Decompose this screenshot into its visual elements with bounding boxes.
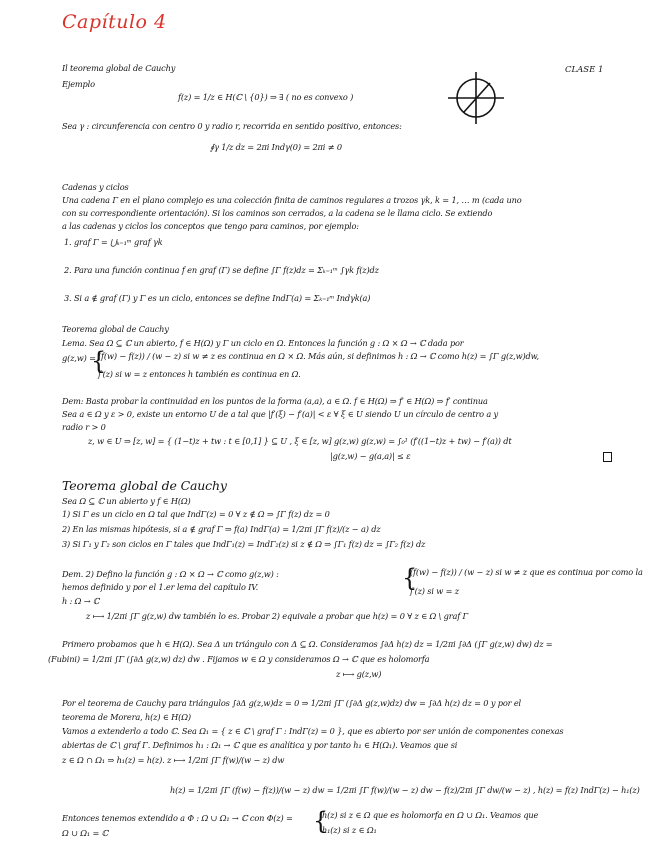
- note-line-l21: z, w ∈ U ⇒ [z, w] = { (1−t)z + tw : t ∈ [0,1] } ⊆ U , ξ ∈ [z, w] g(z,w) g(z,w) = ∫₀¹ (f′((1−t)z + tw) − f′(a)) dt: [88, 436, 512, 446]
- note-line-l36: z ⟼ g(z,w): [336, 669, 382, 679]
- brace-lemma: {: [91, 347, 107, 375]
- note-line-l09: a las cadenas y ciclos los conceptos que tengo para caminos, por ejemplo:: [62, 221, 359, 231]
- note-line-l35: (Fubini) = 1/2πi ∫Γ (∫∂Δ g(z,w) dz) dw . Fijamos w ∈ Ω y consideramos Ω → ℂ que es holomorfa: [48, 654, 430, 664]
- note-line-l15: g(z,w) =: [62, 353, 96, 363]
- note-line-l38: teorema de Morera, h(z) ∈ H(Ω): [62, 712, 191, 722]
- note-line-l02: Ejemplo: [62, 79, 95, 89]
- class-label: CLASE 1: [565, 65, 604, 75]
- note-line-l28: Dem. 2) Defino la función g : Ω × Ω → ℂ como g(z,w) :: [62, 569, 279, 579]
- note-line-l14: Lema. Sea Ω ⊆ ℂ un abierto, f ∈ H(Ω) y Γ un ciclo en Ω. Entonces la función g : Ω × Ω → ℂ dada por: [62, 338, 464, 348]
- note-line-l40: abiertas de ℂ \ graf Γ. Definimos h₁ : Ω₁ → ℂ que es analítica y por tanto h₁ ∈ H(Ω₁). Veamos que si: [62, 740, 458, 750]
- note-line-l43: Entonces tenemos extendido a Φ : Ω ∪ Ω₁ → ℂ con Φ(z) =: [62, 813, 293, 823]
- chapter-title: Capítulo 4: [62, 11, 167, 33]
- note-line-l29: (f(w) − f(z)) / (w − z) si w ≠ z que es continua por como la: [410, 567, 643, 577]
- brace-dem: {: [402, 564, 418, 592]
- note-line-l30: f′(z) si w = z: [410, 586, 459, 596]
- chapter-underline: [62, 34, 212, 40]
- note-line-l11: 2. Para una función continua f en graf (Γ) se define ∫Γ f(z)dz = Σₖ₌₁ᵐ ∫γk f(z)dz: [64, 265, 379, 275]
- note-line-l08: con su correspondiente orientación). Si los caminos son cerrados, a la cadena se le llama ciclo. Se extiendo: [62, 208, 493, 218]
- note-line-l25: 1) Si Γ es un ciclo en Ω tal que IndΓ(z) = 0 ∀ z ∉ Ω ⇒ ∫Γ f(z) dz = 0: [62, 509, 330, 519]
- note-line-l04: Sea γ : circunferencia con centro 0 y radio r, recorrida en sentido positivo, entonces:: [62, 121, 402, 131]
- note-line-l18: Dem: Basta probar la continuidad en los puntos de la forma (a,a), a ∈ Ω. f ∈ H(Ω) ⇒ f′ ∈ H(Ω) ⇒ f′ continua: [62, 396, 488, 406]
- note-line-l44: h(z) si z ∈ Ω que es holomorfa en Ω ∪ Ω₁. Veamos que: [322, 810, 539, 820]
- brace-phi: {: [313, 807, 329, 835]
- note-line-l16: (f(w) − f(z)) / (w − z) si w ≠ z es continua en Ω × Ω. Más aún, si definimos h : Ω → ℂ como h(z) = ∫Γ g(z,w)dw,: [98, 351, 539, 361]
- note-line-l37: Por el teorema de Cauchy para triángulos ∫∂Δ g(z,w)dz = 0 ⇒ 1/2πi ∫Γ (∫∂Δ g(z,w)dz) dw = ∫∂Δ h(z) dz = 0 y por el: [62, 698, 521, 708]
- note-line-l46: Ω ∪ Ω₁ = ℂ: [62, 828, 109, 838]
- note-line-l39: Vamos a extenderlo a todo ℂ. Sea Ω₁ = { z ∈ ℂ \ graf Γ : IndΓ(z) = 0 }, que es abierto por ser unión de componentes conexas: [62, 726, 564, 736]
- note-line-l32: h : Ω → ℂ: [62, 596, 100, 606]
- note-line-l26: 2) En las mismas hipótesis, si a ∉ graf Γ ⇒ f(a) IndΓ(a) = 1/2πi ∫Γ f(z)/(z − a) dz: [62, 524, 381, 534]
- note-line-l19: Sea a ∈ Ω y ε > 0, existe un entorno U de a tal que |f′(ξ) − f′(a)| < ε ∀ ξ ∈ U siendo U un círculo de centro a y: [62, 409, 499, 419]
- crossed-circle-drawing: [446, 68, 506, 128]
- note-line-l17: f′(z) si w = z entonces h también es continua en Ω.: [98, 369, 301, 379]
- note-line-l13: Teorema global de Cauchy: [62, 324, 169, 334]
- note-line-l05: ∮γ 1/z dz = 2πi Indγ(0) = 2πi ≠ 0: [210, 142, 342, 152]
- note-line-l07: Una cadena Γ en el plano complejo es una colección finita de caminos regulares a trozos γk, k = 1, … m (cada uno: [62, 195, 522, 205]
- note-line-l12: 3. Si a ∉ graf (Γ) y Γ es un ciclo, entonces se define IndΓ(a) = Σₖ₌₁ᵐ Indγk(a): [64, 293, 371, 303]
- note-line-l31: hemos definido y por el 1.er lema del capítulo IV.: [62, 582, 259, 592]
- note-line-l24: Sea Ω ⊆ ℂ un abierto y f ∈ H(Ω): [62, 496, 191, 506]
- note-line-l06: Cadenas y ciclos: [62, 182, 129, 192]
- note-line-l33: z ⟼ 1/2πi ∫Γ g(z,w) dw también lo es. Probar 2) equivale a probar que h(z) = 0 ∀ z ∈ Ω \ graf Γ: [86, 611, 469, 621]
- note-line-l10: 1. graf Γ = ⋃ₖ₌₁ᵐ graf γk: [64, 237, 163, 247]
- note-line-l22: |g(z,w) − g(a,a)| ≤ ε: [330, 451, 411, 461]
- note-line-l45: h₁(z) si z ∈ Ω₁: [322, 825, 377, 835]
- note-line-l41: z ∈ Ω ∩ Ω₁ ⇒ h₁(z) = h(z). z ⟼ 1/2πi ∫Γ f(w)/(w − z) dw: [62, 755, 285, 765]
- note-line-l03: f(z) = 1/z ∈ H(ℂ \ {0}) ⇒ ∃ ( no es convexo ): [178, 92, 354, 102]
- note-line-l20: radio r > 0: [62, 422, 106, 432]
- note-line-l42: h(z) = 1/2πi ∫Γ (f(w) − f(z))/(w − z) dw = 1/2πi ∫Γ f(w)/(w − z) dw − f(z)/2πi ∫Γ dw/(w − z) , h(z) = f(z) IndΓ(z) − h₁(z): [170, 785, 640, 795]
- note-line-l27: 3) Si Γ₁ y Γ₂ son ciclos en Γ tales que IndΓ₁(z) = IndΓ₂(z) si z ∉ Ω ⇒ ∫Γ₁ f(z) dz = ∫Γ₂ f(z) dz: [62, 539, 426, 549]
- note-line-l23: Teorema global de Cauchy: [62, 478, 227, 493]
- qed-box: [603, 452, 612, 462]
- note-line-l34: Primero probamos que h ∈ H(Ω). Sea Δ un triángulo con Δ ⊆ Ω. Consideramos ∫∂Δ h(z) dz = 1/2πi ∫∂Δ (∫Γ g(z,w) dw) dz =: [62, 639, 553, 649]
- note-line-l01: Il teorema global de Cauchy: [62, 63, 176, 73]
